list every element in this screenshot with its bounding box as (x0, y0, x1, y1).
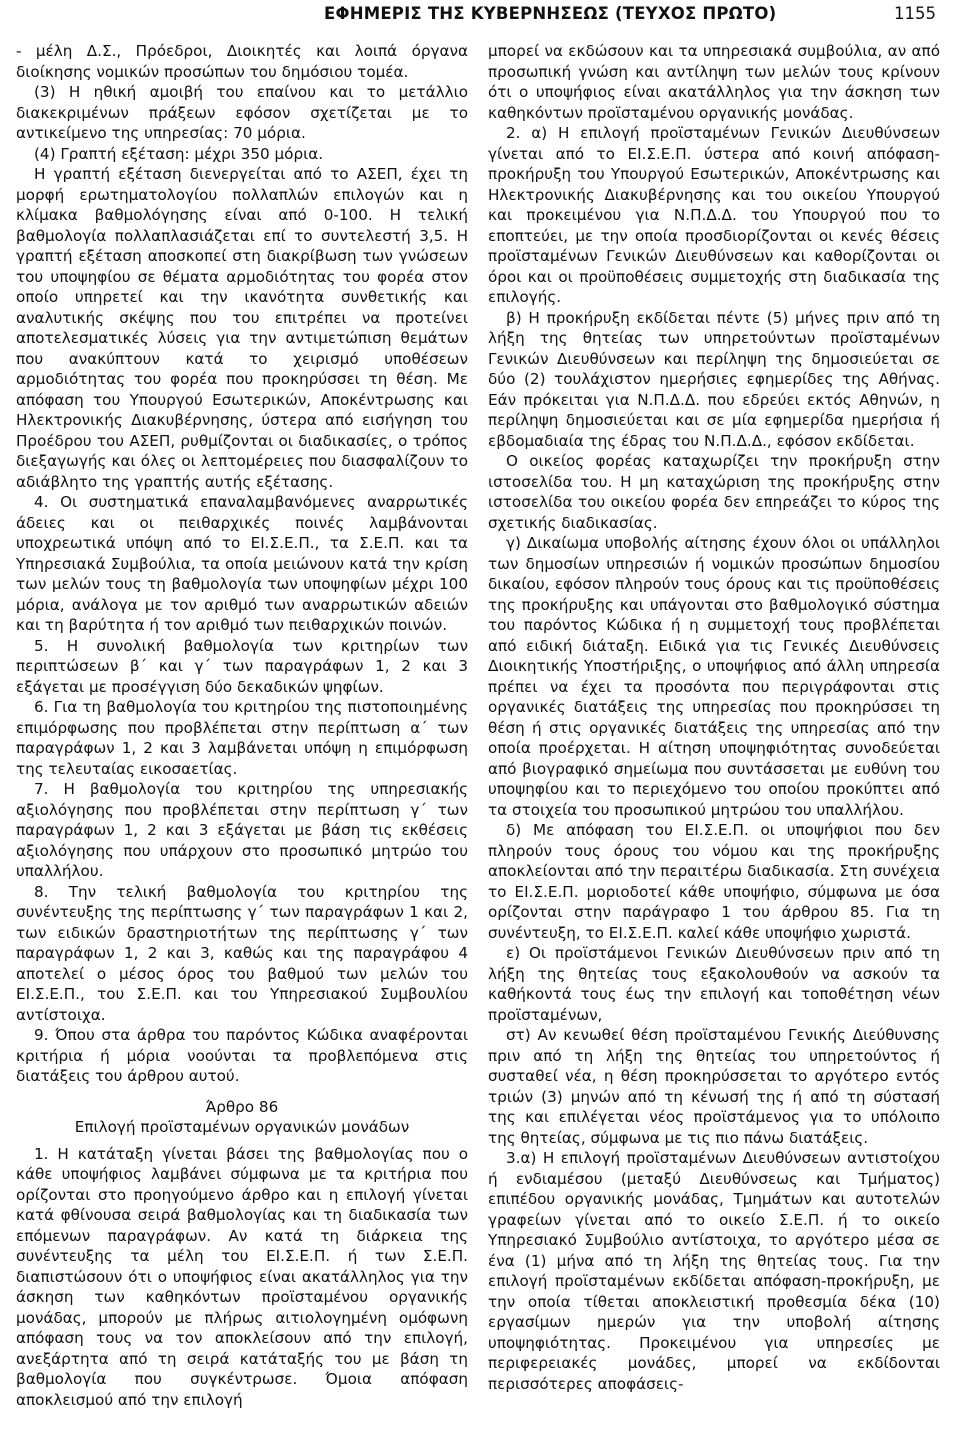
paragraph: 3.α) Η επιλογή προϊσταμένων Διευθύνσεων αντιστοίχου ή ενδιαμέσου (μεταξύ Διευθύνσεως και Τμήματος) επιπέδου οργανικής μονάδας, Τμημάτων και αυτοτελών γραφείων γίνεται από το οικείο Σ.Ε.Π. ή το οικείο Υπηρεσιακό Συμβούλιο αντίστοιχα, το αργότερο μέσα σε ένα (1) μήνα από τη λήξη της θητείας τους. Για την επιλογή προϊσταμένων εκδίδεται απόφαση-προκήρυξη, με την οποία τίθεται αποκλειστική προθεσμία δέκα (10) εργασίμων ημερών για την υποβολή αίτησης υποψηφιότητας. Προκειμένου για υπηρεσίες με περιφερειακές μονάδες, μπορεί να εκδίδονται περισσότερες αποφάσεις- (488, 1149, 940, 1393)
paragraph: γ) Δικαίωμα υποβολής αίτησης έχουν όλοι οι υπάλληλοι των δημοσίων υπηρεσιών ή νομικών προσώπων δημοσίου δικαίου, εφόσον πληρούν τους όρους και τις προϋποθέσεις της προκήρυξης και υπάγονται στο βαθμολογικό σύστημα του παρόντος Κώδικα ή η συμμετοχή τους προβλέπεται από ειδική διάταξη. Ειδικά για τις Γενικές Διευθύνσεις Διοικητικής Υποστήριξης, ο υποψήφιος από άλλη υπηρεσία πρέπει να έχει τα προσόντα που περιγράφονται στις οργανικές διατάξεις της υπηρεσίας που προκηρύσσει τη θέση ή στις οργανικές διατάξεις της υπηρεσίας από την οποία προέρχεται. Η αίτηση υποψηφιότητας συνοδεύεται από βιογραφικό σημείωμα που συντάσσεται με ευθύνη του υποψηφίου και το περιεχόμενο του οποίου προκύπτει από τα στοιχεία του προσωπικού μητρώου του υπαλλήλου. (488, 534, 940, 819)
paragraph: 2. α) Η επιλογή προϊσταμένων Γενικών Διευθύνσεων γίνεται από το ΕΙ.Σ.Ε.Π. ύστερα από κοινή απόφαση-προκήρυξη του Υπουργού Εσωτερικών, Αποκέντρωσης και Ηλεκτρονικής Διακυβέρνησης και του οικείου Υπουργού και προκειμένου για Ν.Π.Δ.Δ. του Υπουργού που το εποπτεύει, με την οποία προσδιορίζονται οι κενές θέσεις προϊσταμένων Γενικών Διευθύνσεων και καθορίζονται οι όροι και οι προϋποθέσεις συμμετοχής στη διαδικασία της επιλογής. (488, 124, 940, 306)
paragraph: 9. Όπου στα άρθρα του παρόντος Κώδικα αναφέρονται κριτήρια ή μόρια νοούνται τα προβλεπόμενα στις διατάξεις του άρθρου αυτού. (16, 1026, 468, 1085)
right-column (488, 41, 940, 1394)
paragraph: 8. Την τελική βαθμολογία του κριτηρίου της συνέντευξης της περίπτωσης γ΄ των παραγράφων 1 και 2, των ειδικών δραστηριοτήτων της περίπτωσης γ΄ των παραγράφων 1, 2 και 3, καθώς και της παραγράφου 4 αποτελεί ο μέσος όρος του βαθμού των μελών του ΕΙ.Σ.Ε.Π., του Σ.Ε.Π. και του Υπηρεσιακού Συμβουλίου αντίστοιχα. (16, 882, 468, 1024)
paragraph: ε) Οι προϊστάμενοι Γενικών Διευθύνσεων πριν από τη λήξη της θητείας τους εξακολουθούν να ασκούν τα καθήκοντά τους έως την επιλογή και τοποθέτηση νέων προϊσταμένων, (488, 944, 940, 1024)
gazette-title: ΕΦΗΜΕΡΙΣ ΤΗΣ ΚΥΒΕΡΝΗΣΕΩΣ (ΤΕΥΧΟΣ ΠΡΩΤΟ) (324, 4, 777, 23)
paragraph: μπορεί να εκδώσουν και τα υπηρεσιακά συμβούλια, αν από προσωπική γνώση και αντίληψη των μελών τους κρίνουν ότι ο υποψήφιος είναι ακατάλληλος για την άσκηση των καθηκόντων προϊσταμένου οργανικής μονάδας. (488, 42, 940, 122)
paragraph: 7. Η βαθμολογία του κριτηρίου της υπηρεσιακής αξιολόγησης που προβλέπεται στην περίπτωση γ΄ των παραγράφων 1, 2 και 3 εξάγεται με βάση τις εκθέσεις αξιολόγησης που υπάρχουν στο προσωπικό μητρώο του υπαλλήλου. (16, 780, 468, 880)
paragraph: (4) Γραπτή εξέταση: μέχρι 350 μόρια. (34, 144, 324, 163)
paragraph: Ο οικείος φορέας καταχωρίζει την προκήρυξη στην ιστοσελίδα του. Η μη καταχώριση της προκήρυξης στην ιστοσελίδα του οικείου φορέα δεν επηρεάζει το κύρος της σχετικής διαδικασίας. (488, 452, 940, 532)
paragraph: β) Η προκήρυξη εκδίδεται πέντε (5) μήνες πριν από τη λήξη της θητείας των υπηρετούντων προϊσταμένων Γενικών Διευθύνσεων και περίληψη της δημοσιεύεται σε δύο (2) τουλάχιστον ημερήσιες εφημερίδες της Αθήνας. Εάν πρόκειται για Ν.Π.Δ.Δ. που εδρεύει εκτός Αθηνών, η περίληψη δημοσιεύεται και σε μία εφημερίδα ημερήσια ή εβδομαδιαία της έδρας του Ν.Π.Δ.Δ., εφόσον εκδίδεται. (488, 308, 940, 450)
article-subtitle: Επιλογή προϊσταμένων οργανικών μονάδων (74, 1118, 410, 1136)
page-number: 1155 (894, 4, 936, 23)
paragraph: στ) Αν κενωθεί θέση προϊσταμένου Γενικής Διεύθυνσης πριν από τη λήξη της θητείας του υπηρετούντος ή συσταθεί νέα, η θέση προκηρύσσεται το αργότερο εντός τριών (3) μηνών από τη κένωσή της ή από τη σύστασή της και επιλέγεται νέος προϊστάμενος για το υπόλοιπο της θητείας, σύμφωνα με τις πιο πάνω διατάξεις. (488, 1026, 940, 1147)
paragraph: (3) Η ηθική αμοιβή του επαίνου και το μετάλλιο διακεκριμένων πράξεων εφόσον σχετίζεται με το αντικείμενο της υπηρεσίας: 70 μόρια. (16, 83, 468, 142)
page-header (24, 4, 936, 26)
left-column (16, 41, 468, 1410)
paragraph: 4. Οι συστηματικά επαναλαμβανόμενες αναρρωτικές άδειες και οι πειθαρχικές ποινές λαμβάνονται υποχρεωτικά υπόψη από το ΕΙ.Σ.Ε.Π., τα Σ.Ε.Π. και τα Υπηρεσιακά Συμβούλια, τα οποία μειώνουν κατά την κρίση των μελών τους τη βαθμολογία των υποψηφίων μέχρι 100 μόρια, ανάλογα με τον αριθμό των αναρρωτικών αδειών και τη βαρύτητα ή τον αριθμό των πειθαρχικών ποινών. (16, 493, 468, 634)
article-heading: Άρθρο 86 (205, 1097, 279, 1116)
paragraph: - μέλη Δ.Σ., Πρόεδροι, Διοικητές και λοιπά όργανα διοίκησης νομικών προσώπων του δημόσιου τομέα. (16, 42, 468, 81)
paragraph: 6. Για τη βαθμολογία του κριτηρίου της πιστοποιημένης επιμόρφωσης που προβλέπεται στην περίπτωση α΄ των παραγράφων 1, 2 και 3 λαμβάνεται υπόψη η επιμόρφωση της τελευταίας εικοσαετίας. (16, 698, 468, 778)
paragraph: Η γραπτή εξέταση διενεργείται από το ΑΣΕΠ, έχει τη μορφή ερωτηματολογίου πολλαπλών επιλογών και η κλίμακα βαθμολόγησης είναι από 0-100. Η τελική βαθμολογία πολλαπλασιάζεται επί το συντελεστή 3,5. Η γραπτή εξέταση αποσκοπεί στη διακρίβωση των γνώσεων του υποψηφίου σε θέματα αρμοδιότητας του φορέα στον οποίο υπηρετεί και την ικανότητα συνθετικής και αναλυτικής σκέψης που του επιτρέπει να προτείνει αποτελεσματικές λύσεις για την αντιμετώπιση θεμάτων που ανακύπτουν κατά το χειρισμό υποθέσεων αρμοδιότητας του φορέα που προκηρύσσει τη θέση. Με απόφαση του Υπουργού Εσωτερικών, Αποκέντρωσης και Ηλεκτρονικής Διακυβέρνησης, ύστερα από εισήγηση του Προέδρου του ΑΣΕΠ, ρυθμίζονται οι διαδικασίες, ο τρόπος διεξαγωγής και όλες οι λεπτομέρειες που διασφαλίζουν το αδιάβλητο της γραπτής αυτής εξέτασης. (16, 165, 468, 491)
paragraph: δ) Με απόφαση του ΕΙ.Σ.Ε.Π. οι υποψήφιοι που δεν πληρούν τους όρους του νόμου και της προκήρυξης αποκλείονται από την περαιτέρω διαδικασία. Στη συνέχεια το ΕΙ.Σ.Ε.Π. μοριοδοτεί κάθε υποψήφιο, σύμφωνα με όσα ορίζονται στην παράγραφο 1 του άρθρου 85. Για τη συνέντευξη, το ΕΙ.Σ.Ε.Π. καλεί κάθε υποψήφιο χωριστά. (488, 821, 940, 942)
paragraph: 5. Η συνολική βαθμολογία των κριτηρίων των περιπτώσεων β΄ και γ΄ των παραγράφων 1, 2 και 3 εξάγεται με προσέγγιση δύο δεκαδικών ψηφίων. (16, 636, 468, 696)
paragraph: 1. Η κατάταξη γίνεται βάσει της βαθμολογίας που ο κάθε υποψήφιος λαμβάνει σύμφωνα με τα κριτήρια που ορίζονται στο προηγούμενο άρθρο και η επιλογή γίνεται κατά φθίνουσα σειρά βαθμολογίας και τη διαδικασία των επόμενων παραγράφων. Αν κατά τη διάρκεια της συνέντευξης τα μέλη του ΕΙ.Σ.Ε.Π. ή των Σ.Ε.Π. διαπιστώσουν ότι ο υποψήφιος είναι ακατάλληλος για την άσκηση των καθηκόντων προϊσταμένου οργανικής μονάδας, μπορούν με πλήρως αιτιολογημένη ομόφωνη απόφαση τους να τον αποκλείσουν από την επιλογή, ανεξάρτητα από τη σειρά κατάταξής του με βάση τη βαθμολογία που συγκέντρωσε. Όμοια απόφαση αποκλεισμού από την επιλογή (16, 1144, 468, 1409)
